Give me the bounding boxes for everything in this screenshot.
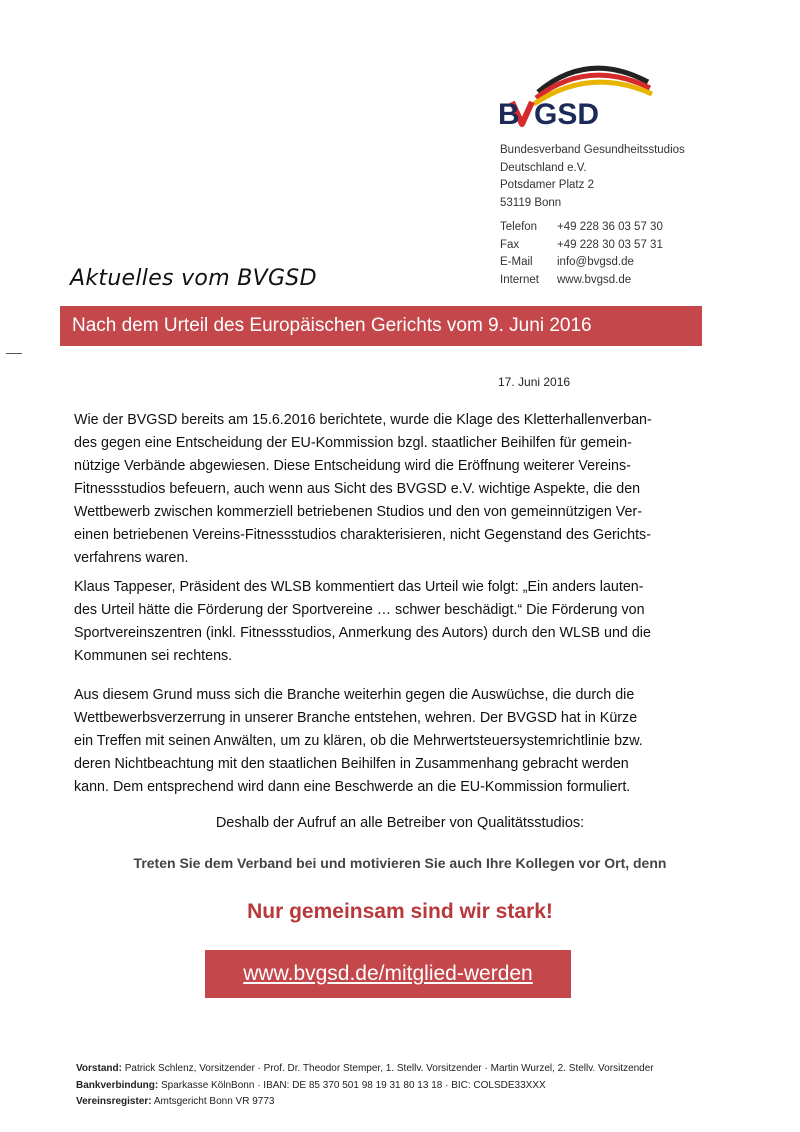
text-line: Aus diesem Grund muss sich die Branche weiterhin gegen die Auswüchse, die durch die xyxy=(74,687,635,703)
paragraph-1 xyxy=(74,409,700,570)
join-invitation: Treten Sie dem Verband bei und motivieren Sie auch Ihre Kollegen vor Ort, denn xyxy=(133,855,667,871)
email-label: E-Mail xyxy=(500,256,533,268)
paragraph-3 xyxy=(74,684,700,799)
contact-row-phone xyxy=(500,219,663,237)
phone-label: Telefon xyxy=(500,221,538,233)
text-line: Fitnessstudios befeuern, auch wenn aus Sicht des BVGSD e.V. wichtige Aspekte, die den xyxy=(74,481,641,497)
logo-letter-b: B xyxy=(498,98,520,131)
footer-board-text: Patrick Schlenz, Vorsitzender · Prof. Dr. Theodor Stemper, 1. Stellv. Vorsitzender · Martin Wurzel, 2. Stellv. Vorsitzender xyxy=(124,1063,654,1074)
bvgsd-logo xyxy=(498,52,658,132)
phone-value: +49 228 36 03 57 30 xyxy=(557,221,663,233)
text-line: Kommunen sei rechtens. xyxy=(74,648,233,664)
contact-row-fax xyxy=(500,237,663,255)
text-line: einen betriebenen Vereins-Fitnessstudios charakterisieren, nicht Gegenstand des Gerichts- xyxy=(74,527,651,543)
slogan: Nur gemeinsam sind wir stark! xyxy=(247,900,553,923)
org-name-line2: Deutschland e.V. xyxy=(500,161,587,174)
footer-bank xyxy=(76,1078,546,1095)
paragraph-2 xyxy=(74,576,700,668)
street: Potsdamer Platz 2 xyxy=(500,179,594,191)
title-banner: Nach dem Urteil des Europäischen Gerichts vom 9. Juni 2016 xyxy=(60,306,702,346)
footer-board-label: Vorstand: xyxy=(76,1063,122,1074)
footer-board xyxy=(76,1061,654,1078)
text-line: Wettbewerbsverzerrung in unserer Branche entstehen, wehren. Der BVGSD hat in Kürze xyxy=(74,710,638,726)
footer-bank-text: Sparkasse KölnBonn · IBAN: DE 85 370 501 98 19 31 80 13 18 · BIC: COLSDE33XXX xyxy=(161,1080,546,1091)
text-line: nützige Verbände abgewiesen. Diese Entscheidung wird die Eröffnung weiterer Vereins- xyxy=(74,458,631,474)
footer-register-label: Vereinsregister: xyxy=(76,1096,152,1107)
fax-label: Fax xyxy=(500,238,520,251)
membership-link-button[interactable]: www.bvgsd.de/mitglied-werden xyxy=(205,950,571,998)
internet-value[interactable]: www.bvgsd.de xyxy=(557,273,632,286)
text-line: Klaus Tappeser, Präsident des WLSB kommentiert das Urteil wie folgt: „Ein anders lauten- xyxy=(74,579,644,595)
contact-row-email xyxy=(500,254,663,272)
internet-label: Internet xyxy=(500,273,539,286)
contact-address xyxy=(500,142,685,212)
text-line: Wie der BVGSD bereits am 15.6.2016 berichtete, wurde die Klage des Kletterhallenverban- xyxy=(74,412,652,428)
page-heading: Aktuelles vom BVGSD xyxy=(70,266,317,291)
text-line: des gegen eine Entscheidung der EU-Kommission bzgl. staatlicher Beihilfen für gemein- xyxy=(74,435,632,451)
text-line: deren Nichtbeachtung mit den staatlichen Beihilfen in Zusammenhang gebracht werden xyxy=(74,756,629,772)
email-value[interactable]: info@bvgsd.de xyxy=(557,256,634,268)
org-name-line1: Bundesverband Gesundheitsstudios xyxy=(500,144,685,156)
text-line: ein Treffen mit seinen Anwälten, um zu klären, ob die Mehrwertsteuersystemrichtlinie bzw. xyxy=(74,733,643,749)
document-date: 17. Juni 2016 xyxy=(498,375,571,389)
contact-details xyxy=(500,219,663,289)
text-line: verfahrens waren. xyxy=(74,550,189,566)
contact-row-internet xyxy=(500,272,663,290)
text-line: Wettbewerb zwischen kommerziell betriebenen Studios und den von gemeinnützigen Ver- xyxy=(74,504,642,520)
logo-letters-gsd: GSD xyxy=(534,98,600,131)
text-line: des Urteil hätte die Förderung der Sportvereine … schwer beschädigt.“ Die Förderung von xyxy=(74,602,645,618)
city: 53119 Bonn xyxy=(500,196,562,209)
text-line: Sportvereinszentren (inkl. Fitnessstudios, Anmerkung des Autors) durch den WLSB und die xyxy=(74,625,651,641)
logo-graphic xyxy=(498,52,658,132)
footer-register xyxy=(76,1094,274,1111)
footer-register-text: Amtsgericht Bonn VR 9773 xyxy=(153,1096,275,1107)
footer-bank-label: Bankverbindung: xyxy=(76,1080,159,1091)
fax-value: +49 228 30 03 57 31 xyxy=(557,238,663,251)
text-line: kann. Dem entsprechend wird dann eine Beschwerde an die EU-Kommission formuliert. xyxy=(74,779,631,795)
margin-mark xyxy=(6,353,22,354)
call-to-operators: Deshalb der Aufruf an alle Betreiber von Qualitätsstudios: xyxy=(215,815,585,831)
